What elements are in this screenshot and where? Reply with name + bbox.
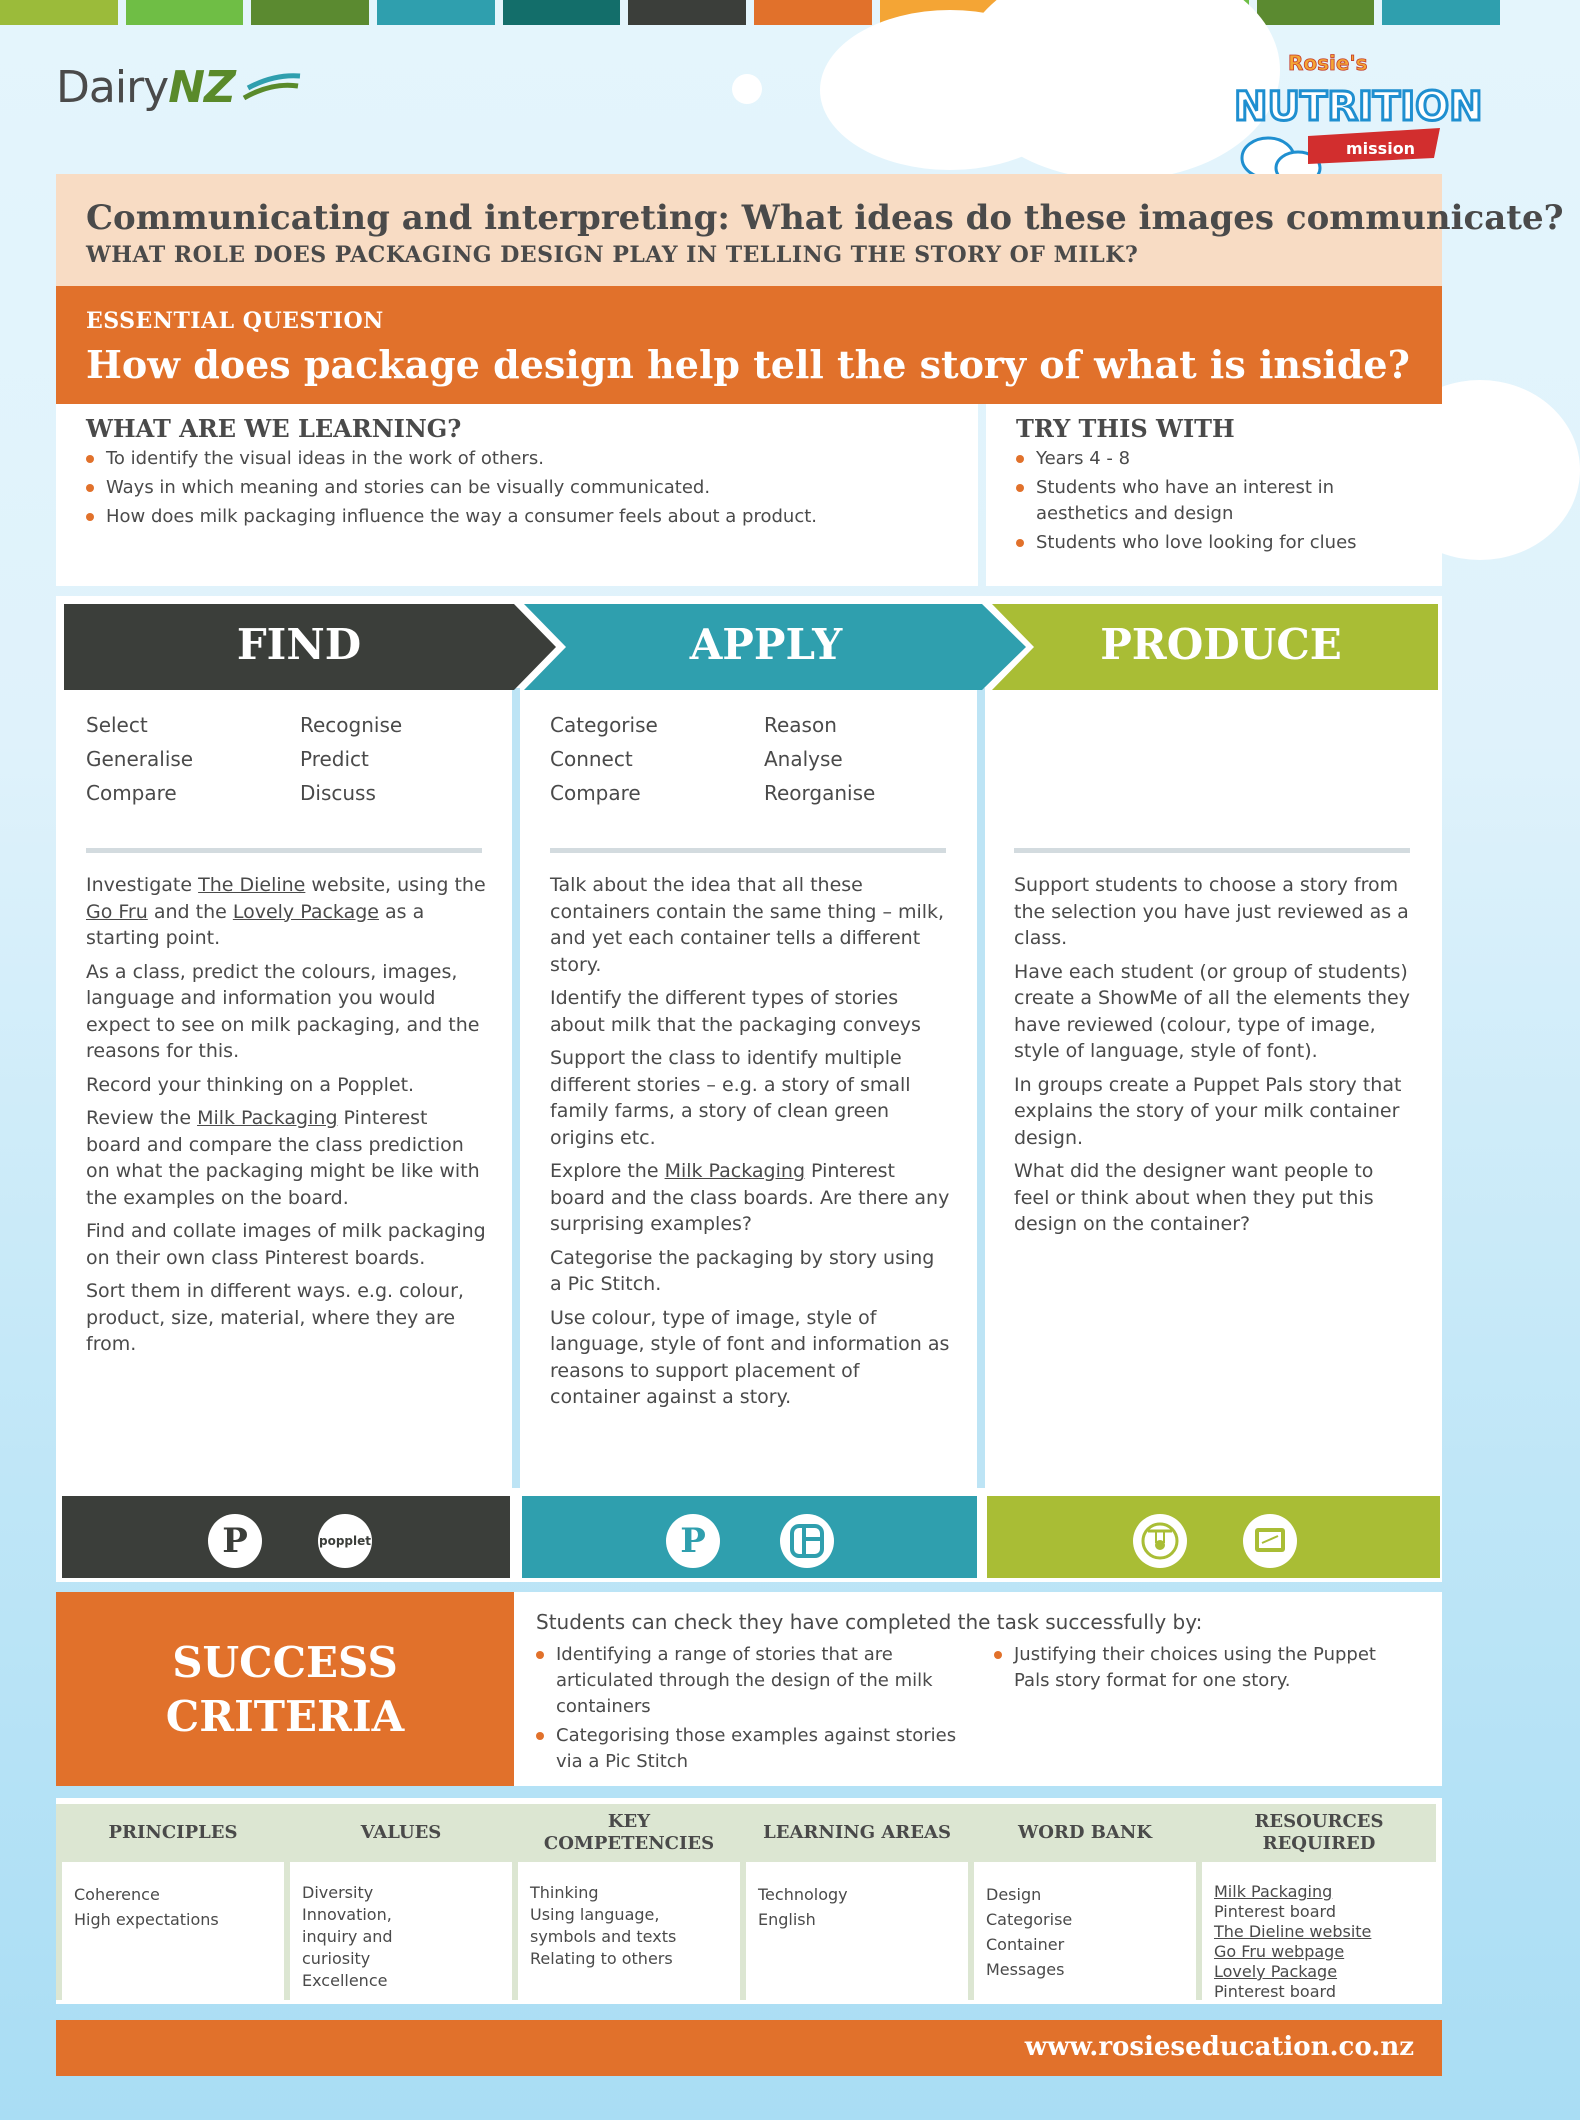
stripe-12 bbox=[1382, 0, 1500, 25]
produce-title-wrap bbox=[1006, 604, 1436, 690]
column-body: Milk Packaging Pinterest board The Dieline website Go Fru webpage Lovely Package Pinterest board bbox=[1214, 1882, 1372, 2001]
paragraph: Support the class to identify multiple different stories – e.g. a story of small family farms, a story of clean green origins etc. bbox=[550, 1047, 911, 1149]
column-header: WORD BANK bbox=[974, 1804, 1196, 1862]
produce-title: PRODUCE bbox=[1100, 620, 1342, 669]
produce-separator bbox=[1014, 848, 1410, 853]
verb: Recognise bbox=[300, 713, 403, 737]
website-link[interactable]: www.rosieseducation.co.nz bbox=[1024, 2032, 1414, 2062]
column-header: RESOURCES REQUIRED bbox=[1202, 1804, 1436, 1862]
column-header: KEY COMPETENCIES bbox=[518, 1804, 740, 1862]
verb: Compare bbox=[550, 781, 641, 805]
stripe-7 bbox=[754, 0, 872, 25]
column-divider bbox=[977, 688, 985, 1488]
footer-bar bbox=[56, 2020, 1442, 2076]
verb: Generalise bbox=[86, 747, 194, 771]
paragraph: Talk about the idea that all these containers contain the same thing – milk, and yet each container tells a different story. bbox=[550, 874, 945, 976]
success-intro: Students can check they have completed the task successfully by: bbox=[536, 1610, 1203, 1634]
link-lovely-package[interactable]: Lovely Package bbox=[1214, 1962, 1338, 1981]
what-are-we-learning-box bbox=[56, 404, 978, 586]
try-this-with-box bbox=[986, 404, 1442, 586]
list-item: Students who have an interest in aesthetics and design bbox=[1016, 475, 1376, 527]
svg-text:mission: mission bbox=[1346, 139, 1416, 158]
link-go-fru[interactable]: Go Fru webpage bbox=[1214, 1942, 1345, 1961]
stripe-11 bbox=[1257, 0, 1375, 25]
paragraph: Identify the different types of stories about milk that the packaging conveys bbox=[550, 987, 921, 1036]
apply-text bbox=[550, 872, 950, 1418]
curriculum-table bbox=[56, 1798, 1442, 2004]
page-header bbox=[56, 174, 1564, 286]
link-milk-packaging[interactable]: Milk Packaging bbox=[664, 1160, 806, 1182]
learning-title: WHAT ARE WE LEARNING? bbox=[86, 414, 462, 443]
paragraph: Sort them in different ways. e.g. colour, product, size, material, where they are from. bbox=[86, 1280, 464, 1355]
apply-title-wrap bbox=[536, 604, 996, 690]
find-text bbox=[86, 872, 486, 1365]
apply-title: APPLY bbox=[689, 620, 843, 669]
find-apply-produce-panel bbox=[56, 596, 1442, 1582]
success-criteria-label bbox=[56, 1592, 514, 1786]
essential-question-banner bbox=[56, 286, 1442, 404]
paragraph: Explore the Milk Packaging Pinterest board and the class boards. Are there any surprising examples? bbox=[550, 1160, 950, 1235]
success-list-right bbox=[994, 1642, 1414, 1697]
svg-text:NUTRITION: NUTRITION bbox=[1234, 84, 1483, 130]
apply-verbs bbox=[550, 712, 978, 806]
cloud-dot bbox=[732, 74, 762, 104]
apply-separator bbox=[550, 848, 946, 853]
link-the-dieline[interactable]: The Dieline bbox=[198, 874, 306, 896]
rosies-nutrition-mission-logo bbox=[1228, 48, 1483, 188]
verb: Compare bbox=[86, 781, 177, 805]
paragraph: Use colour, type of image, style of language, style of font and information as reasons to support placement of container against a story. bbox=[550, 1306, 950, 1408]
verb: Predict bbox=[300, 747, 369, 771]
top-color-stripes bbox=[0, 0, 1500, 25]
link-lovely-package[interactable]: Lovely Package bbox=[232, 900, 379, 923]
link-the-dieline[interactable]: The Dieline website bbox=[1214, 1922, 1372, 1941]
pinterest-icon[interactable]: P bbox=[208, 1514, 262, 1568]
find-separator bbox=[86, 848, 482, 853]
find-app-icons bbox=[62, 1496, 510, 1578]
pinterest-icon[interactable]: P bbox=[666, 1514, 720, 1568]
verb: Reason bbox=[764, 713, 837, 737]
link-go-fru[interactable]: Go Fru bbox=[86, 900, 148, 923]
link-milk-packaging[interactable]: Milk Packaging bbox=[1214, 1882, 1333, 1901]
list-item: Categorising those examples against stories via a Pic Stitch bbox=[536, 1723, 966, 1775]
stripe-3 bbox=[251, 0, 369, 25]
success-title-line1: SUCCESS bbox=[172, 1638, 398, 1687]
list-item: Identifying a range of stories that are articulated through the design of the milk containers bbox=[536, 1642, 966, 1720]
list-item: How does milk packaging influence the way a consumer feels about a product. bbox=[86, 504, 946, 530]
learning-list bbox=[86, 446, 946, 533]
find-title: FIND bbox=[236, 620, 362, 669]
try-list bbox=[1016, 446, 1376, 559]
word-bank-column bbox=[974, 1804, 1196, 2000]
verb: Connect bbox=[550, 747, 633, 771]
list-item: Students who love looking for clues bbox=[1016, 530, 1376, 556]
showme-icon[interactable] bbox=[1243, 1514, 1297, 1568]
apply-app-icons bbox=[522, 1496, 977, 1578]
page-subtitle: WHAT ROLE DOES PACKAGING DESIGN PLAY IN TELLING THE STORY OF MILK? bbox=[86, 242, 1139, 268]
column-header: PRINCIPLES bbox=[62, 1804, 284, 1862]
paragraph: Support students to choose a story from the selection you have just reviewed as a class. bbox=[1014, 874, 1409, 949]
values-column bbox=[290, 1804, 512, 2000]
pic-stitch-icon[interactable] bbox=[780, 1514, 834, 1568]
column-divider bbox=[512, 688, 520, 1488]
paragraph: Find and collate images of milk packaging on their own class Pinterest boards. bbox=[86, 1220, 486, 1269]
list-item: Years 4 - 8 bbox=[1016, 446, 1376, 472]
dairynz-swoosh-icon bbox=[242, 68, 302, 108]
column-body: Thinking Using language, symbols and texts Relating to others bbox=[530, 1883, 677, 1968]
success-list-left bbox=[536, 1642, 966, 1778]
stripe-2 bbox=[126, 0, 244, 25]
principles-column bbox=[62, 1804, 284, 2000]
verb: Analyse bbox=[764, 747, 843, 771]
popplet-icon[interactable]: popplet bbox=[318, 1514, 372, 1568]
success-title-line2: CRITERIA bbox=[165, 1692, 405, 1741]
essential-question: How does package design help tell the story of what is inside? bbox=[86, 342, 1410, 387]
stripe-4 bbox=[377, 0, 495, 25]
find-verbs bbox=[86, 712, 514, 806]
list-item: Ways in which meaning and stories can be visually communicated. bbox=[86, 475, 946, 501]
stripe-5 bbox=[503, 0, 621, 25]
find-title-wrap bbox=[64, 604, 534, 690]
success-criteria-content bbox=[514, 1592, 1442, 1786]
paragraph: In groups create a Puppet Pals story that explains the story of your milk container design. bbox=[1014, 1073, 1402, 1149]
verb: Categorise bbox=[550, 713, 658, 737]
page-title: Communicating and interpreting: What ideas do these images communicate? bbox=[86, 198, 1564, 238]
column-body: Diversity Innovation, inquiry and curiosity Excellence bbox=[302, 1883, 393, 1990]
column-header: VALUES bbox=[290, 1804, 512, 1862]
verb: Discuss bbox=[300, 781, 376, 805]
key-competencies-column bbox=[518, 1804, 740, 2000]
paragraph: Record your thinking on a Popplet. bbox=[86, 1073, 415, 1096]
paragraph: Review the Milk Packaging Pinterest board and compare the class prediction on what the packaging might be like with the examples on the board. bbox=[86, 1107, 480, 1209]
link-milk-packaging[interactable]: Milk Packaging bbox=[197, 1107, 338, 1129]
puppet-pals-icon[interactable] bbox=[1133, 1514, 1187, 1568]
dairynz-logo: DairyNZ bbox=[56, 62, 316, 142]
resources-column bbox=[1202, 1804, 1436, 2000]
column-body: Technology English bbox=[758, 1885, 848, 1929]
paragraph: Investigate The Dieline website, using the Go Fru and the Lovely Package as a starting point. bbox=[86, 874, 486, 949]
list-item: To identify the visual ideas in the work of others. bbox=[86, 446, 946, 472]
paragraph: Categorise the packaging by story using a Pic Stitch. bbox=[550, 1246, 935, 1295]
produce-text bbox=[1014, 872, 1414, 1245]
verb: Reorganise bbox=[764, 781, 876, 805]
try-title: TRY THIS WITH bbox=[1016, 414, 1235, 443]
paragraph: What did the designer want people to feel or think about when they put this design on the container? bbox=[1014, 1160, 1374, 1235]
column-body: Design Categorise Container Messages bbox=[986, 1885, 1073, 1979]
column-body: Coherence High expectations bbox=[74, 1885, 219, 1929]
svg-text:Rosie's: Rosie's bbox=[1288, 51, 1368, 75]
learning-areas-column bbox=[746, 1804, 968, 2000]
paragraph: Have each student (or group of students) create a ShowMe of all the elements they have reviewed (colour, type of image, style of language, style of font). bbox=[1014, 960, 1410, 1062]
stripe-6 bbox=[628, 0, 746, 25]
produce-app-icons bbox=[987, 1496, 1440, 1578]
paragraph: As a class, predict the colours, images, language and information you would expect to see on milk packaging, and the reasons for this. bbox=[86, 960, 480, 1062]
column-header: LEARNING AREAS bbox=[746, 1804, 968, 1862]
verb: Select bbox=[86, 713, 148, 737]
essential-question-label: ESSENTIAL QUESTION bbox=[86, 308, 384, 334]
stripe-1 bbox=[0, 0, 118, 25]
list-item: Justifying their choices using the Puppet Pals story format for one story. bbox=[994, 1642, 1414, 1694]
